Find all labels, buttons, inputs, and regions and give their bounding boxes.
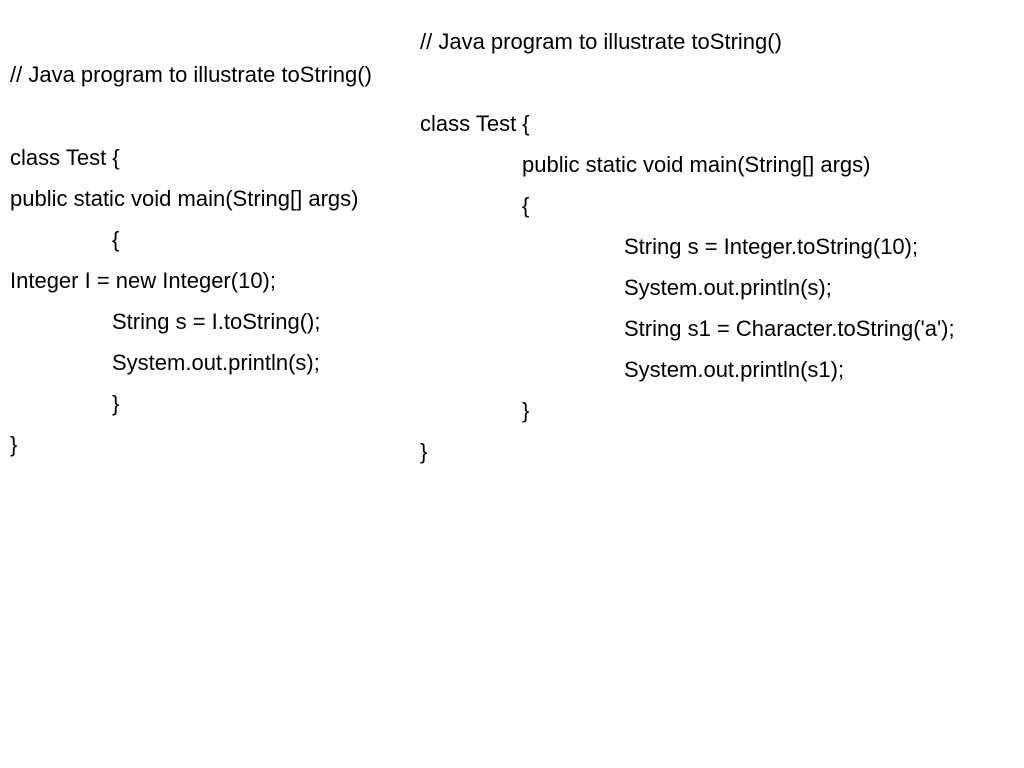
left-method-signature-line: public static void main(String[] args)	[10, 186, 359, 211]
left-method-close-brace: }	[112, 391, 120, 416]
left-class-close-brace: }	[10, 432, 18, 457]
left-class-open-line: class Test {	[10, 145, 120, 170]
right-comment-line: // Java program to illustrate toString()	[420, 29, 782, 54]
right-print1-line: System.out.println(s1);	[624, 357, 845, 382]
left-string-assign-line: String s = I.toString();	[112, 309, 321, 334]
right-class-close-brace: }	[420, 439, 428, 464]
right-string1-assign-line: String s1 = Character.toString('a');	[624, 316, 955, 341]
left-integer-decl-line: Integer I = new Integer(10);	[10, 268, 276, 293]
right-class-open-line: class Test {	[420, 111, 530, 136]
right-method-signature-line: public static void main(String[] args)	[522, 152, 871, 177]
right-method-open-brace: {	[522, 193, 530, 218]
right-string-assign-line: String s = Integer.toString(10);	[624, 234, 919, 259]
right-print-line: System.out.println(s);	[624, 275, 832, 300]
right-method-close-brace: }	[522, 398, 530, 423]
left-print-line: System.out.println(s);	[112, 350, 320, 375]
left-comment-line: // Java program to illustrate toString()	[10, 62, 372, 87]
left-method-open-brace: {	[112, 227, 120, 252]
